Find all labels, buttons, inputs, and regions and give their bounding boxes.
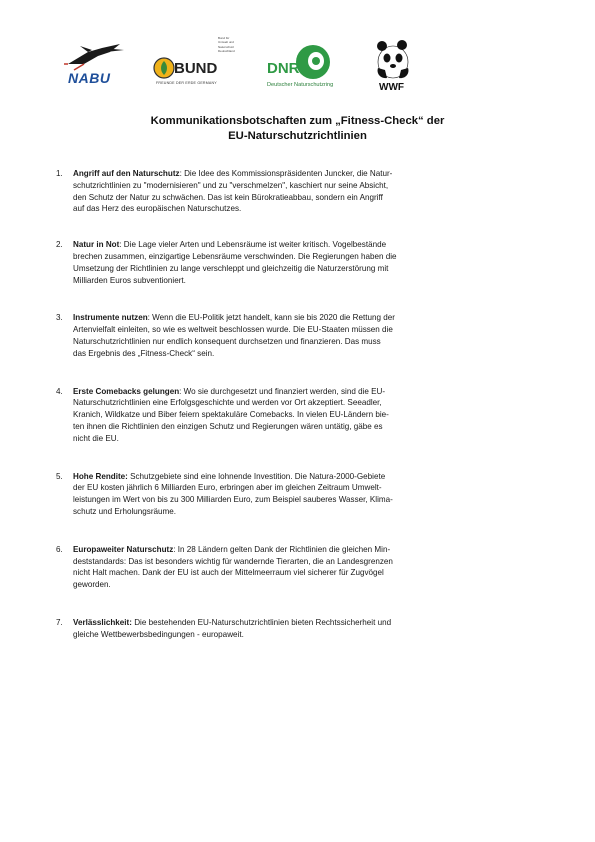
item-text-line: : In 28 Ländern gelten Dank der Richtlinien die gleichen Min- (173, 544, 391, 554)
item-number: 6. (56, 544, 63, 554)
item-text-line: geworden. (73, 580, 111, 590)
list-item (56, 312, 426, 359)
item-text-line: Artenvielfalt einleiten, so wie es weltweit beschlossen wurde. Die EU-Staaten müssen die (73, 325, 393, 335)
item-number: 7. (56, 617, 63, 627)
item-heading: Erste Comebacks gelungen (73, 386, 180, 396)
item-number: 1. (56, 169, 63, 178)
item-heading: Angriff auf den Naturschutz (73, 169, 180, 178)
item-heading: Europaweiter Naturschutz (73, 544, 174, 554)
item-text-line: nicht die EU. (73, 433, 119, 443)
dnr-logo (265, 44, 350, 99)
item-number: 4. (56, 386, 63, 396)
item-text-line: : Die Idee des Kommissionspräsidenten Juncker, die Natur- (179, 169, 393, 178)
item-text-line: gleiche Wettbewerbsbedingungen - europaweit. (73, 629, 244, 639)
item-text-line: : Die Lage vieler Arten und Lebensräume ist weiter kritisch. Vogelbestände (119, 240, 387, 250)
item-text-line: Kranich, Wildkatze und Biber feiern spektakuläre Comebacks. In vielen EU-Ländern bie- (73, 410, 389, 420)
item-heading: Natur in Not (73, 240, 120, 250)
item-text-line: Naturschutzrichtlinien eine Erfolgsgeschichte und werden vor Ort akzeptiert. Seeadler, (73, 398, 382, 408)
list-item (56, 471, 426, 518)
item-text-line: der EU kosten jährlich 6 Milliarden Euro, erbringen aber im gleichen Zeitraum Umwelt- (73, 483, 382, 493)
item-text-line: : Wo sie durchgesetzt und finanziert werden, sind die EU- (179, 386, 386, 396)
bund-logo (150, 36, 245, 100)
bund-tagline: FREUNDE DER ERDE GERMANY (156, 81, 217, 85)
item-text-line: das Ergebnis des „Fitness-Check“ sein. (73, 348, 215, 358)
title-line-2: EU-Naturschutzrichtlinien (228, 130, 367, 142)
document-title (60, 114, 535, 144)
list-item (56, 239, 426, 286)
item-text-line: Schutzgebiete sind eine lohnende Investition. Die Natura-2000-Gebiete (127, 471, 386, 481)
item-text-line: ten ihnen die Richtlinien den einzigen Schutz und Regierungen wären untätig, gäbe es (73, 421, 383, 431)
item-text-line: schutz und Erholungsräume. (73, 506, 177, 516)
dnr-wordmark: DNR (267, 60, 300, 77)
item-text-line: Die bestehenden EU-Naturschutzrichtlinien bieten Rechtssicherheit und (131, 617, 392, 627)
wwf-wordmark: WWF (379, 82, 404, 93)
item-number: 3. (56, 313, 63, 323)
wwf-logo (375, 38, 415, 98)
item-number: 2. (56, 240, 63, 250)
stork-icon (62, 42, 142, 72)
logo-row (0, 30, 595, 100)
list-item (56, 168, 426, 215)
item-text-line: brechen zusammen, einzigartige Lebensräume verschwinden. Die Regierungen haben die (73, 251, 397, 261)
bund-corner-text: Bund für Umwelt und Naturschutz Deutschland (218, 36, 235, 54)
item-text-line: leistungen im Wert von bis zu 300 Milliarden Euro, zum Beispiel sauberes Wasser, Klima- (73, 495, 393, 505)
title-line-1: Kommunikationsbotschaften zum „Fitness-Check“ der (150, 115, 445, 127)
nabu-logo (62, 42, 142, 102)
bund-emblem-icon (152, 56, 176, 80)
item-text-line: schutzrichtlinien zu "modernisieren" und zu "verschmelzen", kaschiert nur seine Absicht, (73, 180, 389, 190)
item-number: 5. (56, 471, 63, 481)
item-text-line: Naturschutzrichtlinien nur endlich konsequent durchsetzen und finanzieren. Das muss (73, 336, 381, 346)
bund-wordmark: BUND (174, 60, 218, 77)
nabu-wordmark: NABU (68, 70, 111, 86)
item-text-line: auf das Herz des europäischen Naturschutzes. (73, 204, 242, 214)
item-text-line: deststandards: Das ist besonders wichtig für wandernde Tierarten, die an Landesgrenzen (73, 556, 393, 566)
list-item (56, 617, 426, 641)
panda-icon (375, 38, 411, 80)
message-list (56, 168, 426, 641)
item-heading: Verlässlichkeit: (73, 617, 132, 627)
list-item (56, 386, 426, 445)
list-item (56, 544, 426, 591)
item-text-line: nicht Halt machen. Dank der EU ist auch der Mittelmeerraum viel sicherer für Zugvögel (73, 568, 384, 578)
item-text-line: Milliarden Euros subventioniert. (73, 275, 186, 285)
item-text-line: den Schutz der Natur zu schwächen. Das ist kein Bürokratieabbau, sondern ein Angriff (73, 192, 383, 202)
item-text-line: : Wenn die EU-Politik jetzt handelt, kann sie bis 2020 die Rettung der (147, 313, 395, 323)
dnr-subtitle: Deutscher Naturschutzring (267, 82, 334, 88)
item-text-line: Umsetzung der Richtlinien zu lange verschleppt und gleichzeitig die Naturzerstörung mit (73, 263, 389, 273)
item-heading: Instrumente nutzen (73, 313, 148, 323)
item-heading: Hohe Rendite: (73, 471, 128, 481)
